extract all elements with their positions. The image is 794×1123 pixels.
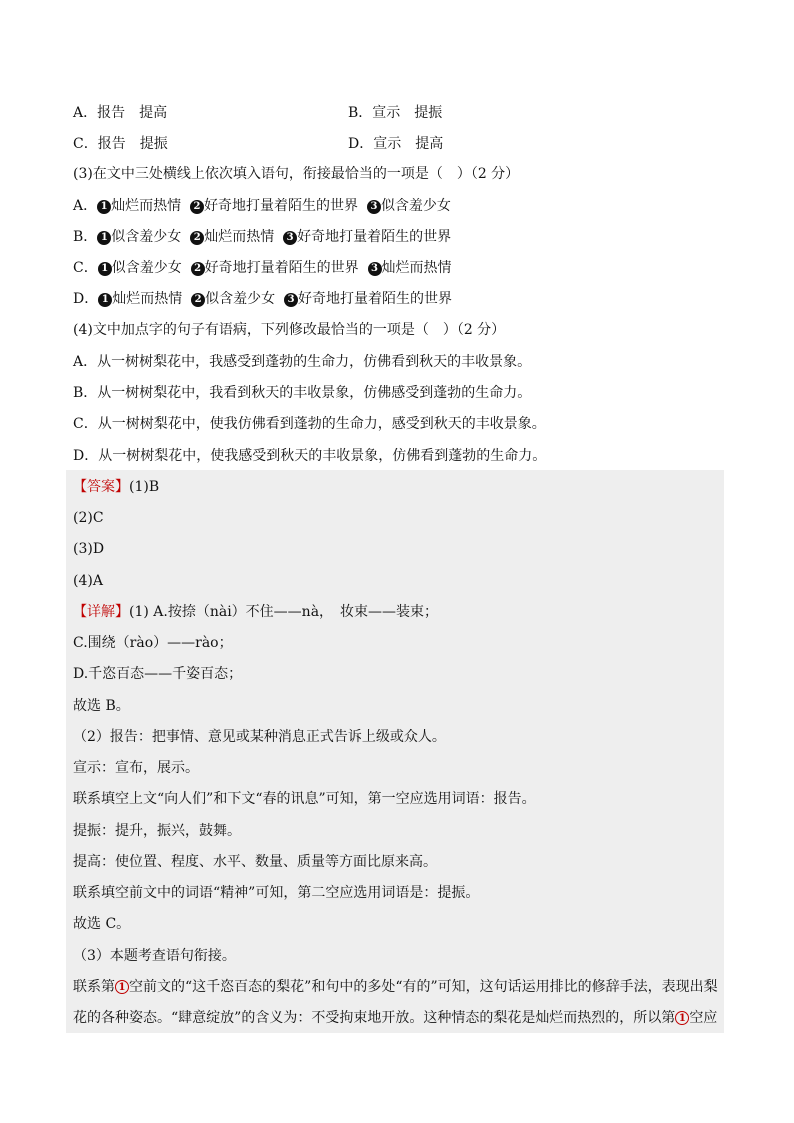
answer-tag: 【答案】 <box>73 479 129 495</box>
detail-line-8: 提振：提升，振兴，鼓舞。 <box>73 823 241 839</box>
detail-line-2: C.围绕（rào）——rào； <box>73 635 233 651</box>
circled-number-1: 1 <box>675 1011 689 1025</box>
question-4-stem: (4)文中加点字的句子有语病，下列修改最恰当的一项是（ ）（2 分） <box>73 322 506 338</box>
circled-number-1: 1 <box>97 231 111 245</box>
detail-line-4: 故选 B。 <box>73 698 130 714</box>
option-d-q3: D． 1 灿烂而热情 2 似含羞少女 3 好奇地打量着陌生的世界 <box>73 291 453 307</box>
detail-line-9: 提高：使位置、程度、水平、数量、质量等方面比原来高。 <box>73 854 437 870</box>
option-b-q2: B．宣示 提振 <box>348 105 443 121</box>
circled-number-3: 3 <box>284 293 298 307</box>
circled-number-3: 3 <box>367 200 381 214</box>
option-a-q3: A． 1 灿烂而热情 2 好奇地打量着陌生的世界 3 似含羞少女 <box>73 198 451 214</box>
answer-line-2: (2)C <box>73 510 104 526</box>
circled-number-2: 2 <box>191 262 205 276</box>
option-c-q4: C．从一树树梨花中，使我仿佛看到蓬勃的生命力，感受到秋天的丰收景象。 <box>73 416 546 432</box>
detail-line-6: 宣示：宣布，展示。 <box>73 760 199 776</box>
detail-line-13: 联系第 1 空前文的“这千恣百态的梨花”和句中的多处“有的”可知，这句话运用排比的修辞手法，表现出梨 <box>73 979 718 995</box>
option-c-q3: C． 1 似含羞少女 2 好奇地打量着陌生的世界 3 灿烂而热情 <box>73 260 452 276</box>
circled-number-1: 1 <box>98 293 112 307</box>
answer-line-4: (4)A <box>73 573 103 589</box>
option-a-q4: A．从一树树梨花中，我感受到蓬勃的生命力，仿佛看到秋天的丰收景象。 <box>73 354 532 370</box>
detail-line-12: （3）本题考查语句衔接。 <box>73 948 236 964</box>
circled-number-2: 2 <box>191 293 205 307</box>
circled-number-2: 2 <box>190 200 204 214</box>
detail-line-7: 联系填空上文“向人们”和下文“春的讯息”可知，第一空应选用词语：报告。 <box>73 791 536 807</box>
circled-number-3: 3 <box>368 262 382 276</box>
option-b-q4: B．从一树树梨花中，我看到秋天的丰收景象，仿佛感受到蓬勃的生命力。 <box>73 385 532 401</box>
circled-number-1: 1 <box>115 980 129 994</box>
detail-line-11: 故选 C。 <box>73 916 131 932</box>
option-b-q3: B． 1 似含羞少女 2 灿烂而热情 3 好奇地打量着陌生的世界 <box>73 229 452 245</box>
option-d-q2: D．宣示 提高 <box>348 136 444 152</box>
detail-line-1: 【详解】(1) A.按捺（nài）不住——nà， 妆束——装束； <box>73 604 439 620</box>
option-d-q4: D．从一树树梨花中，使我感受到秋天的丰收景象，仿佛看到蓬勃的生命力。 <box>73 448 547 464</box>
detail-line-3: D.千恣百态——千姿百态； <box>73 666 243 682</box>
circled-number-2: 2 <box>190 231 204 245</box>
circled-number-1: 1 <box>98 262 112 276</box>
detail-line-14: 花的各种姿态。“肆意绽放”的含义为：不受拘束地开放。这种情态的梨花是灿烂而热烈的，所以第 1 空应 <box>73 1010 718 1026</box>
question-3-stem: (3)在文中三处横线上依次填入语句，衔接最恰当的一项是（ ）（2 分） <box>73 166 520 182</box>
detail-line-10: 联系填空前文中的词语“精神”可知，第二空应选用词语是：提振。 <box>73 885 480 901</box>
detail-line-5: （2）报告：把事情、意见或某种消息正式告诉上级或众人。 <box>73 729 446 745</box>
detail-tag: 【详解】 <box>73 604 129 620</box>
answer-line-1: 【答案】(1)B <box>73 479 160 495</box>
option-c-q2: C．报告 提振 <box>73 136 168 152</box>
answer-line-3: (3)D <box>73 541 105 557</box>
circled-number-1: 1 <box>97 200 111 214</box>
circled-number-3: 3 <box>283 231 297 245</box>
option-a-q2: A．报告 提高 <box>73 105 168 121</box>
